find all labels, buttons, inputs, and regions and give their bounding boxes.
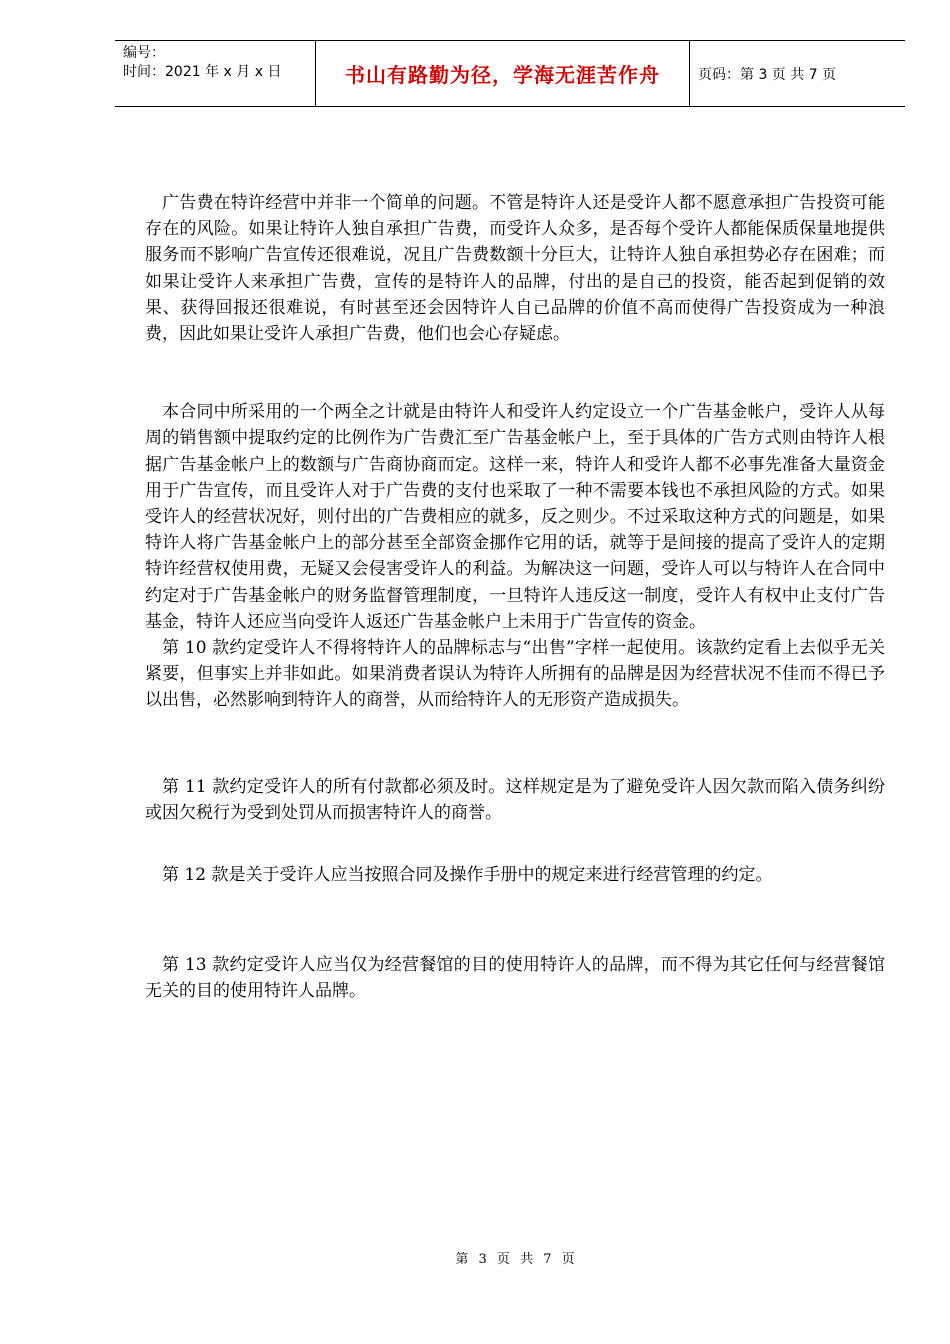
paragraph-clause-10: 第 10 款约定受许人不得将特许人的品牌标志与“出售”字样一起使用。该款约定看上去似乎无关紧要，但事实上并非如此。如果消费者误认为特许人所拥有的品牌是因为经营状况不佳而不得已予以出售，必然影响到特许人的商誉，从而给特许人的无形资产造成损失。 [145,638,885,711]
page-header [115,40,905,107]
footer-ye-2: 页 [561,1252,575,1267]
document-number: 编号： [123,45,165,61]
page-footer [0,1248,950,1267]
document-date: 时间：2021 年 x 月 x 日 [123,64,282,80]
paragraph-advertising-fee: 广告费在特许经营中并非一个简单的问题。不管是特许人还是受许人都不愿意承担广告投资可能存在的风险。如果让特许人独自承担广告费，而受许人众多，是否每个受许人都能保质保量地提供服务而不影响广告宣传还很难说，况且广告费数额十分巨大，让特许人独自承担势必存在困难；而如果让受许人来承担广告费，宣传的是特许人的品牌，付出的是自己的投资，能否起到促销的效果、获得回报还很难说，有时甚至还会因特许人自己品牌的价值不高而使得广告投资成为一种浪费，因此如果让受许人承担广告费，他们也会心存疑虑。 [145,193,885,345]
footer-current-page: 3 [478,1252,487,1267]
paragraph-clause-11: 第 11 款约定受许人的所有付款都必须及时。这样规定是为了避免受许人因欠款而陷入债务纠纷或因欠税行为受到处罚从而损害特许人的商誉。 [145,776,885,823]
footer-di: 第 [455,1252,469,1267]
document-body [145,190,885,1005]
footer-total-pages: 7 [543,1252,552,1267]
header-motto: 书山有路勤为径，学海无涯苦作舟 [316,41,690,106]
header-page-info: 页码：第 3 页 共 7 页 [698,66,837,83]
paragraph-ad-fund-account: 本合同中所采用的一个两全之计就是由特许人和受许人约定设立一个广告基金帐户，受许人从每周的销售额中提取约定的比例作为广告费汇至广告基金帐户上，至于具体的广告方式则由特许人根据广告基金帐户上的数额与广告商协商而定。这样一来，特许人和受许人都不必事先准备大量资金用于广告宣传，而且受许人对于广告费的支付也采取了一种不需要本钱也不承担风险的方式。如果受许人的经营状况好，则付出的广告费相应的就多，反之则少。不过采取这种方式的问题是，如果特许人将广告基金帐户上的部分甚至全部资金挪作它用的话，就等于是间接的提高了受许人的定期特许经营权使用费，无疑又会侵害受许人的利益。为解决这一问题，受许人可以与特许人在合同中约定对于广告基金帐户的财务监督管理制度，一旦特许人违反这一制度，受许人有权中止支付广告基金，特许人还应当向受许人返还广告基金帐户上未用于广告宣传的资金。 [145,402,885,632]
footer-gong: 共 [520,1252,534,1267]
footer-ye: 页 [496,1252,510,1267]
header-meta-cell [115,41,316,106]
paragraph-clause-12: 第 12 款是关于受许人应当按照合同及操作手册中的规定来进行经营管理的约定。 [162,865,773,886]
paragraph-clause-13: 第 13 款约定受许人应当仅为经营餐馆的目的使用特许人的品牌，而不得为其它任何与经营餐馆无关的目的使用特许人品牌。 [145,955,885,1002]
